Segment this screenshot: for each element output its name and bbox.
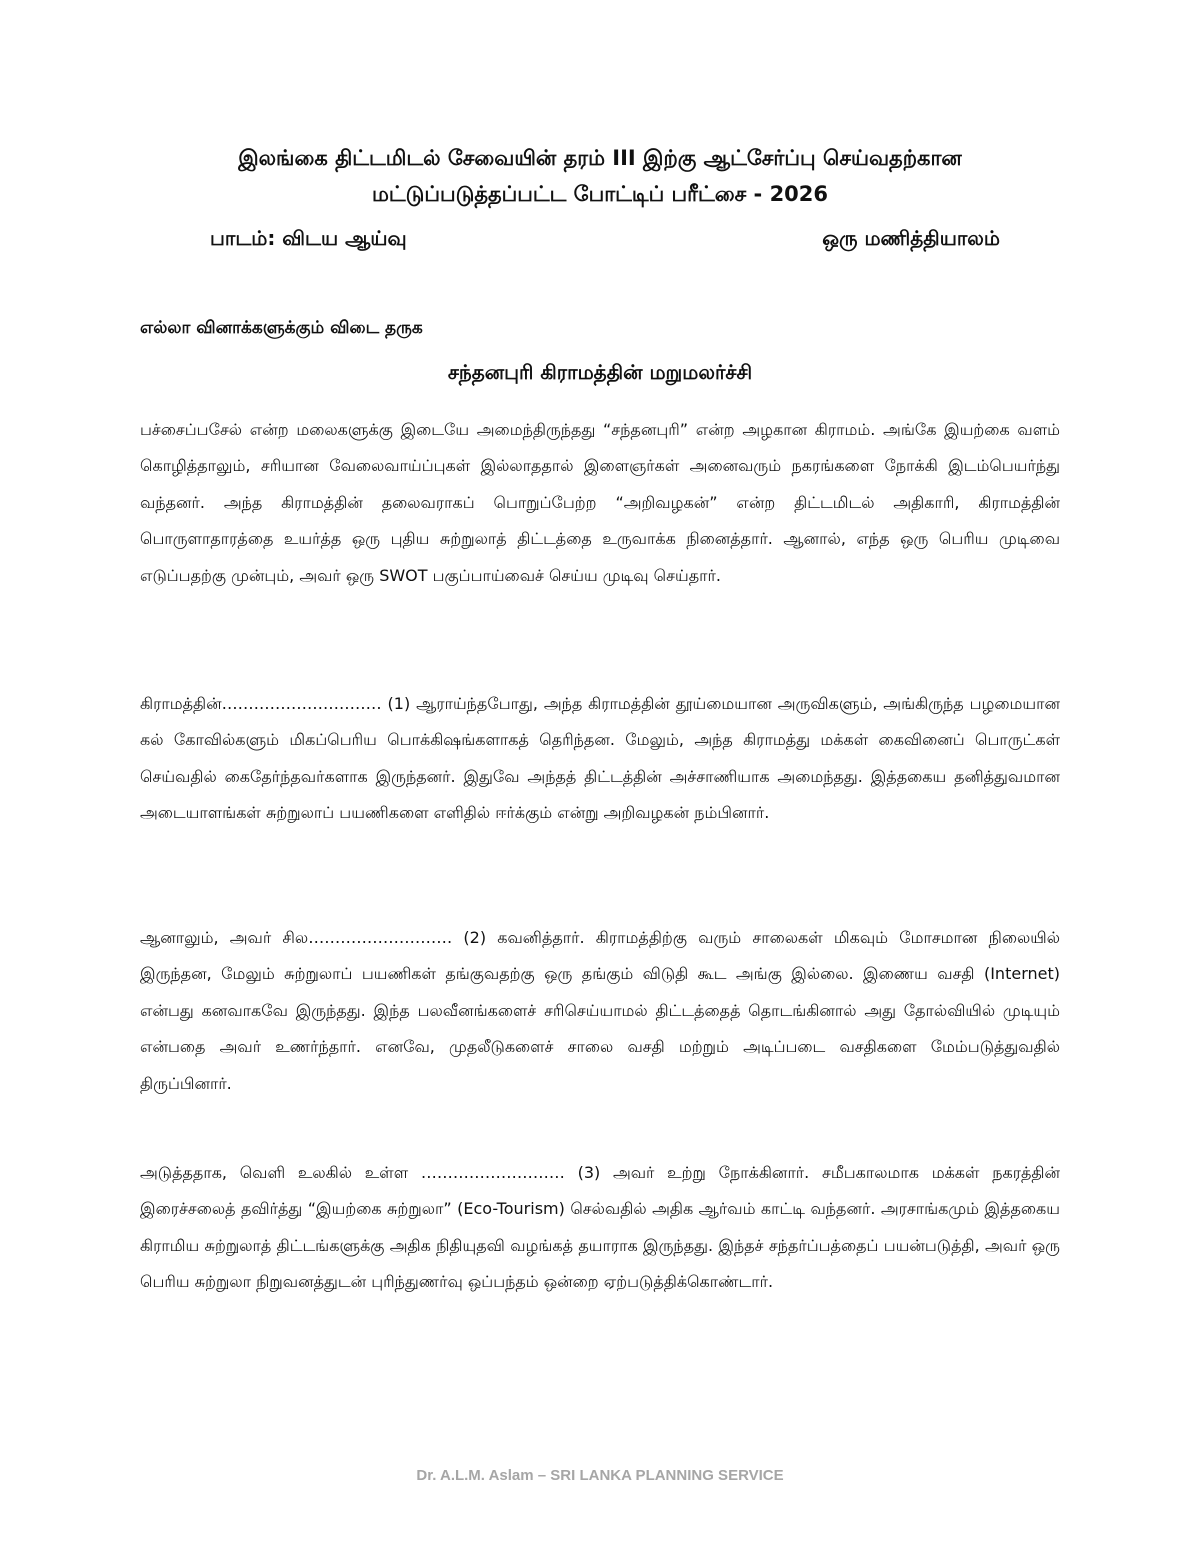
duration-label: ஒரு மணித்தியாலம்	[822, 226, 1000, 250]
exam-title-line-2: மட்டுப்படுத்தப்பட்ட போட்டிப் பரீட்சை - 2026	[371, 182, 829, 206]
exam-title	[120, 140, 1080, 212]
story-title: சந்தனபுரி கிராமத்தின் மறுமலர்ச்சி	[447, 360, 753, 384]
instruction-text: எல்லா வினாக்களுக்கும் விடை தருக	[140, 318, 423, 338]
subject-label: பாடம்: விடய ஆய்வு	[210, 226, 407, 250]
paragraph-4: அடுத்ததாக, வெளி உலகில் உள்ள ……………………… (3) அவர் உற்று நோக்கினார். சமீபகாலமாக மக்கள் நகரத்தின் இரைச்சலைத் தவிர்த்து “இயற்கை சுற்றுலா” (Eco-Tourism) செல்வதில் அதிக ஆர்வம் காட்டி வந்தனர். அரசாங்கமும் இத்தகைய கிராமிய சுற்றுலாத் திட்டங்களுக்கு அதிக நிதியுதவி வழங்கத் தயாராக இருந்தது. இந்தச் சந்தர்ப்பத்தைப் பயன்படுத்தி, அவர் ஒரு பெரிய சுற்றுலா நிறுவனத்துடன் புரிந்துணர்வு ஒப்பந்தம் ஒன்றை ஏற்படுத்திக்கொண்டார்.	[140, 1163, 1060, 1292]
footer-credit: Dr. A.L.M. Aslam – SRI LANKA PLANNING SERVICE	[416, 1467, 784, 1484]
paragraph-1: பச்சைப்பசேல் என்ற மலைகளுக்கு இடையே அமைந்திருந்தது “சந்தனபுரி” என்ற அழகான கிராமம். அங்கே இயற்கை வளம் கொழித்தாலும், சரியான வேலைவாய்ப்புகள் இல்லாததால் இளைஞர்கள் அனைவரும் நகரங்களை நோக்கி இடம்பெயர்ந்து வந்தனர். அந்த கிராமத்தின் தலைவராகப் பொறுப்பேற்ற “அறிவழகன்” என்ற திட்டமிடல் அதிகாரி, கிராமத்தின் பொருளாதாரத்தை உயர்த்த ஒரு புதிய சுற்றுலாத் திட்டத்தை உருவாக்க நினைத்தார். ஆனால், எந்த ஒரு பெரிய முடிவை எடுப்பதற்கு முன்பும், அவர் ஒரு SWOT பகுப்பாய்வைச் செய்ய முடிவு செய்தார்.	[140, 420, 1061, 585]
subject-row	[210, 226, 1010, 260]
exam-title-line-1: இலங்கை திட்டமிடல் சேவையின் தரம் III இற்கு ஆட்சேர்ப்பு செய்வதற்கான	[238, 146, 962, 170]
paragraph-3: ஆனாலும், அவர் சில……………………… (2) கவனித்தார். கிராமத்திற்கு வரும் சாலைகள் மிகவும் மோசமான நிலையில் இருந்தன, மேலும் சுற்றுலாப் பயணிகள் தங்குவதற்கு ஒரு தங்கும் விடுதி கூட அங்கு இல்லை. இணைய வசதி (Internet) என்பது கனவாகவே இருந்தது. இந்த பலவீனங்களைச் சரிசெய்யாமல் திட்டத்தைத் தொடங்கினால் அது தோல்வியில் முடியும் என்பதை அவர் உணர்ந்தார். எனவே, முதலீடுகளைச் சாலை வசதி மற்றும் அடிப்படை வசதிகளை மேம்படுத்துவதில் திருப்பினார்.	[140, 928, 1060, 1093]
paragraph-2: கிராமத்தின்………………………… (1) ஆராய்ந்தபோது, அந்த கிராமத்தின் தூய்மையான அருவிகளும், அங்கிருந்த பழமையான கல் கோவில்களும் மிகப்பெரிய பொக்கிஷங்களாகத் தெரிந்தன. மேலும், அந்த கிராமத்து மக்கள் கைவினைப் பொருட்கள் செய்வதில் கைதேர்ந்தவர்களாக இருந்தனர். இதுவே அந்தத் திட்டத்தின் அச்சாணியாக அமைந்தது. இத்தகைய தனித்துவமான அடையாளங்கள் சுற்றுலாப் பயணிகளை எளிதில் ஈர்க்கும் என்று அறிவழகன் நம்பினார்.	[140, 694, 1061, 823]
